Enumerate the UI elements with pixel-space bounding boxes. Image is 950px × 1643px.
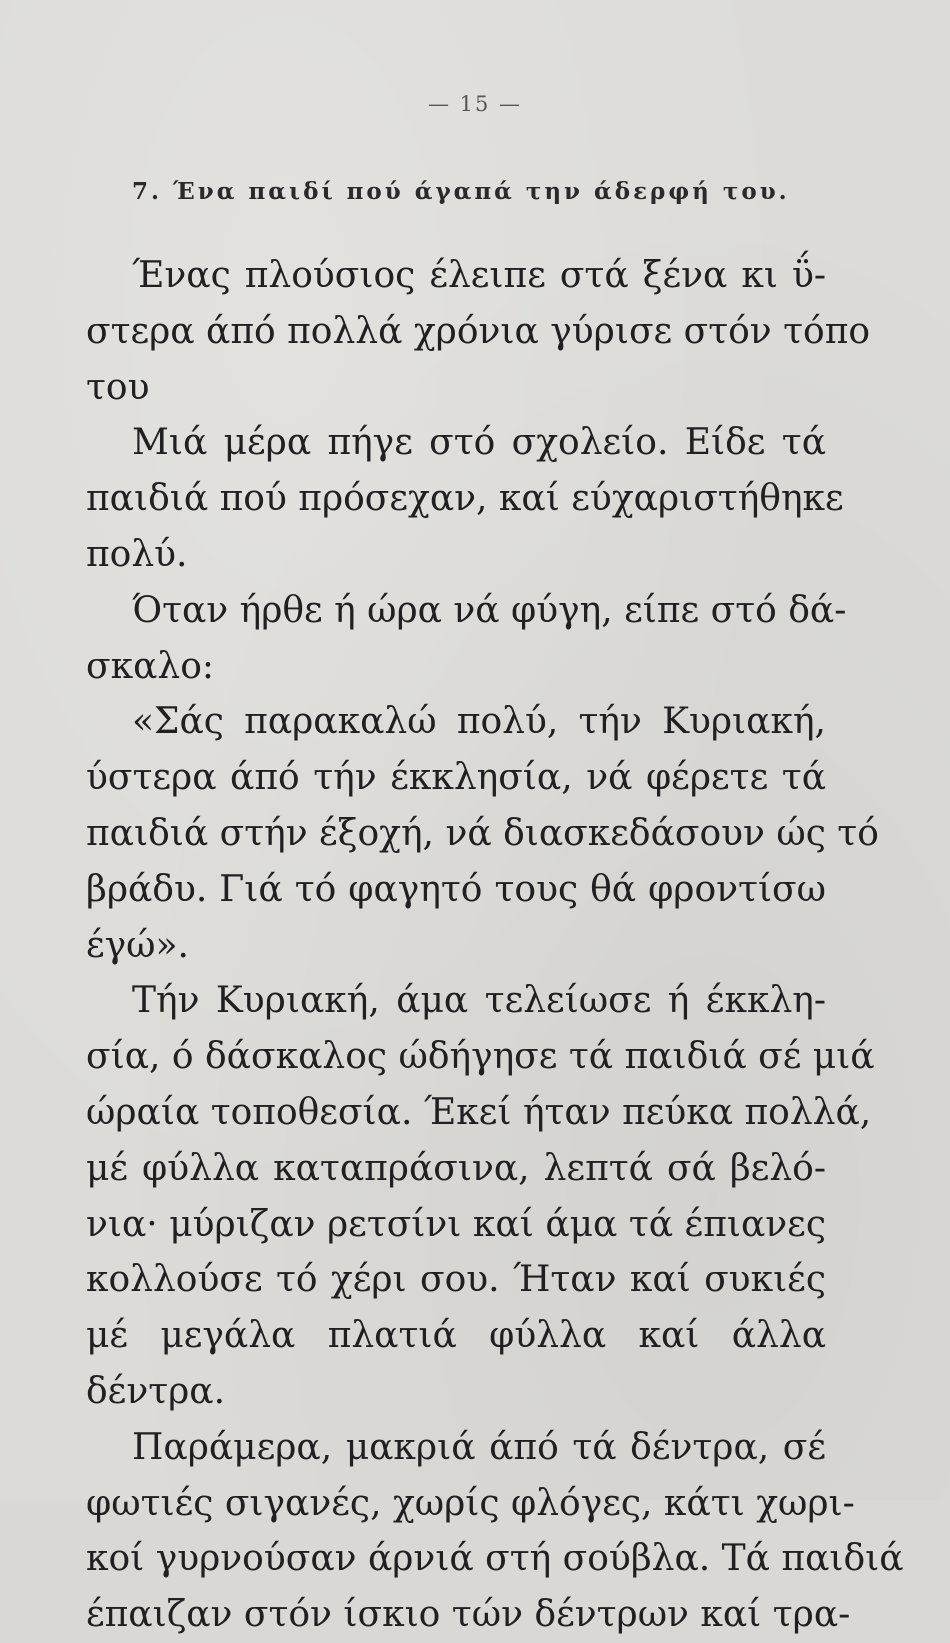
text-line: νια· μύριζαν ρετσίνι καί άμα τά έπιανες: [86, 1203, 826, 1245]
text-line: σία, ό δάσκαλος ώδήγησε τά παιδιά σέ μιά: [86, 1036, 875, 1078]
text-line: κοί γυρνούσαν άρνιά στή σούβλα. Τά παιδιά: [86, 1538, 904, 1580]
paragraph: [86, 415, 844, 582]
paragraph: [86, 248, 871, 415]
text-line: Μιά μέρα πήγε στό σχολείο. Είδε τά: [132, 422, 826, 464]
text-line: Ένας πλούσιος έλειπε στά ξένα κι ΰ-: [132, 255, 826, 296]
text-line: φωτιές σιγανές, χωρίς φλόγες, κάτι χωρι-: [86, 1482, 855, 1524]
text-line: κολλούσε τό χέρι σου. Ήταν καί συκιές: [86, 1259, 826, 1301]
text-line: δέντρα.: [86, 1370, 226, 1412]
page-number: — 15 —: [427, 92, 523, 116]
text-line: ύστερα άπό τήν έκκλησία, νά φέρετε τά: [86, 757, 826, 799]
text-line: του: [86, 366, 150, 408]
text-line: σκαλο:: [86, 645, 215, 687]
text-line: Τήν Κυριακή, άμα τελείωσε ή έκκλη-: [132, 980, 826, 1022]
text-line: παιδιά πού πρόσεχαν, καί εύχαριστήθηκε: [86, 478, 844, 520]
paragraph: [86, 1420, 904, 1643]
text-line: Παράμερα, μακριά άπό τά δέντρα, σέ: [132, 1426, 826, 1468]
paragraph: [86, 694, 879, 973]
paragraph: [86, 973, 875, 1419]
text-line: Όταν ήρθε ή ώρα νά φύγη, είπε στό δά-: [132, 589, 847, 631]
text-line: ώραία τοποθεσία. Έκεί ήταν πεύκα πολλά,: [86, 1091, 872, 1133]
text-line: μέ φύλλα καταπράσινα, λεπτά σά βελό-: [86, 1147, 826, 1189]
text-line: παιδιά στήν έξοχή, νά διασκεδάσουν ώς τό: [86, 812, 879, 854]
text-line: μέ μεγάλα πλατιά φύλλα καί άλλα: [86, 1315, 826, 1357]
text-line: έγώ».: [86, 924, 189, 966]
section-heading: 7. Ένα παιδί πού άγαπά την άδερφή του.: [132, 178, 790, 205]
body-text: [86, 248, 904, 1643]
text-line: έπαιζαν στόν ίσκιο τών δέντρων καί τρα-: [86, 1594, 851, 1636]
text-line: βράδυ. Γιά τό φαγητό τους θά φροντίσω: [86, 868, 826, 910]
text-line: πολύ.: [86, 533, 188, 575]
paragraph: [86, 583, 847, 695]
text-line: στερα άπό πολλά χρόνια γύρισε στόν τόπο: [86, 310, 871, 352]
text-line: «Σάς παρακαλώ πολύ, τήν Κυριακή,: [132, 701, 826, 743]
